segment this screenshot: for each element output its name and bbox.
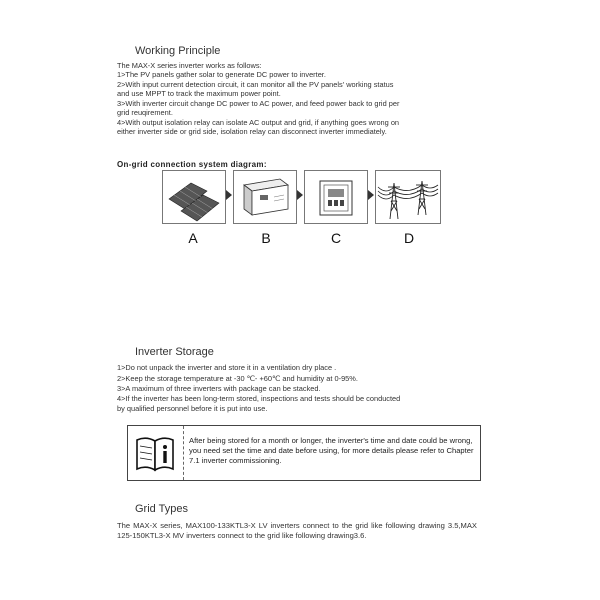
storage-line-4: by qualified personnel before it is put into use. [117, 404, 268, 413]
wp-line-4: 3>With inverter circuit change DC power to AC power, and feed power back to grid per [117, 99, 400, 108]
inverter-icon [233, 170, 297, 224]
diagram-label-c: C [330, 230, 342, 246]
working-principle-title: Working Principle [135, 45, 221, 57]
wp-line-5: grid reuqirement. [117, 108, 173, 117]
storage-line-2: 3>A maximum of three inverters with package can be stacked. [117, 384, 321, 393]
storage-note-text: After being stored for a month or longer, the inverter's time and date could be wrong, you need set the time and date before using, for more details please refer to Chapter 7.1 inverter commissioning. [189, 436, 474, 465]
solar-panel-icon [162, 170, 226, 224]
diagram-title: On-grid connection system diagram: [117, 160, 267, 169]
storage-note-box [127, 425, 481, 481]
storage-line-0: 1>Do not unpack the inverter and store it in a ventilation dry place . [117, 363, 337, 372]
arrow-c-d [368, 190, 374, 200]
diagram-label-d: D [403, 230, 415, 246]
distribution-box-icon [304, 170, 368, 224]
grid-types-text: The MAX-X series, MAX100-133KTL3-X LV inverters connect to the grid like following drawing 3.5,MAX 125-150KTL3-X MV inverters connect to the grid like following drawing3.6. [117, 521, 477, 541]
diagram-label-b: B [261, 230, 271, 246]
arrow-b-c [297, 190, 303, 200]
wp-line-1: 1>The PV panels gather solar to generate DC power to inverter. [117, 70, 326, 79]
wp-line-3: and use MPPT to track the maximum power point. [117, 89, 281, 98]
wp-line-6: 4>With output isolation relay can isolate AC output and grid, if anything goes wrong on [117, 118, 400, 127]
inverter-storage-title: Inverter Storage [135, 346, 214, 358]
diagram-label-a: A [188, 230, 198, 246]
grid-types-title: Grid Types [135, 503, 188, 515]
wp-line-0: The MAX-X series inverter works as follows: [117, 61, 262, 70]
arrow-a-b [226, 190, 232, 200]
storage-line-1: 2>Keep the storage temperature at -30 ℃- +60℃ and humidity at 0-95%. [117, 374, 358, 383]
wp-line-2: 2>With input current detection circuit, it can monitor all the PV panels' working status [117, 80, 394, 89]
manual-info-icon [128, 426, 184, 480]
wp-line-7: either inverter side or grid side, isolation relay can disconnect inverter immediately. [117, 127, 387, 136]
storage-line-3: 4>If the inverter has been long-term stored, inspections and tests should be conducted [117, 394, 401, 403]
power-grid-icon [375, 170, 441, 224]
